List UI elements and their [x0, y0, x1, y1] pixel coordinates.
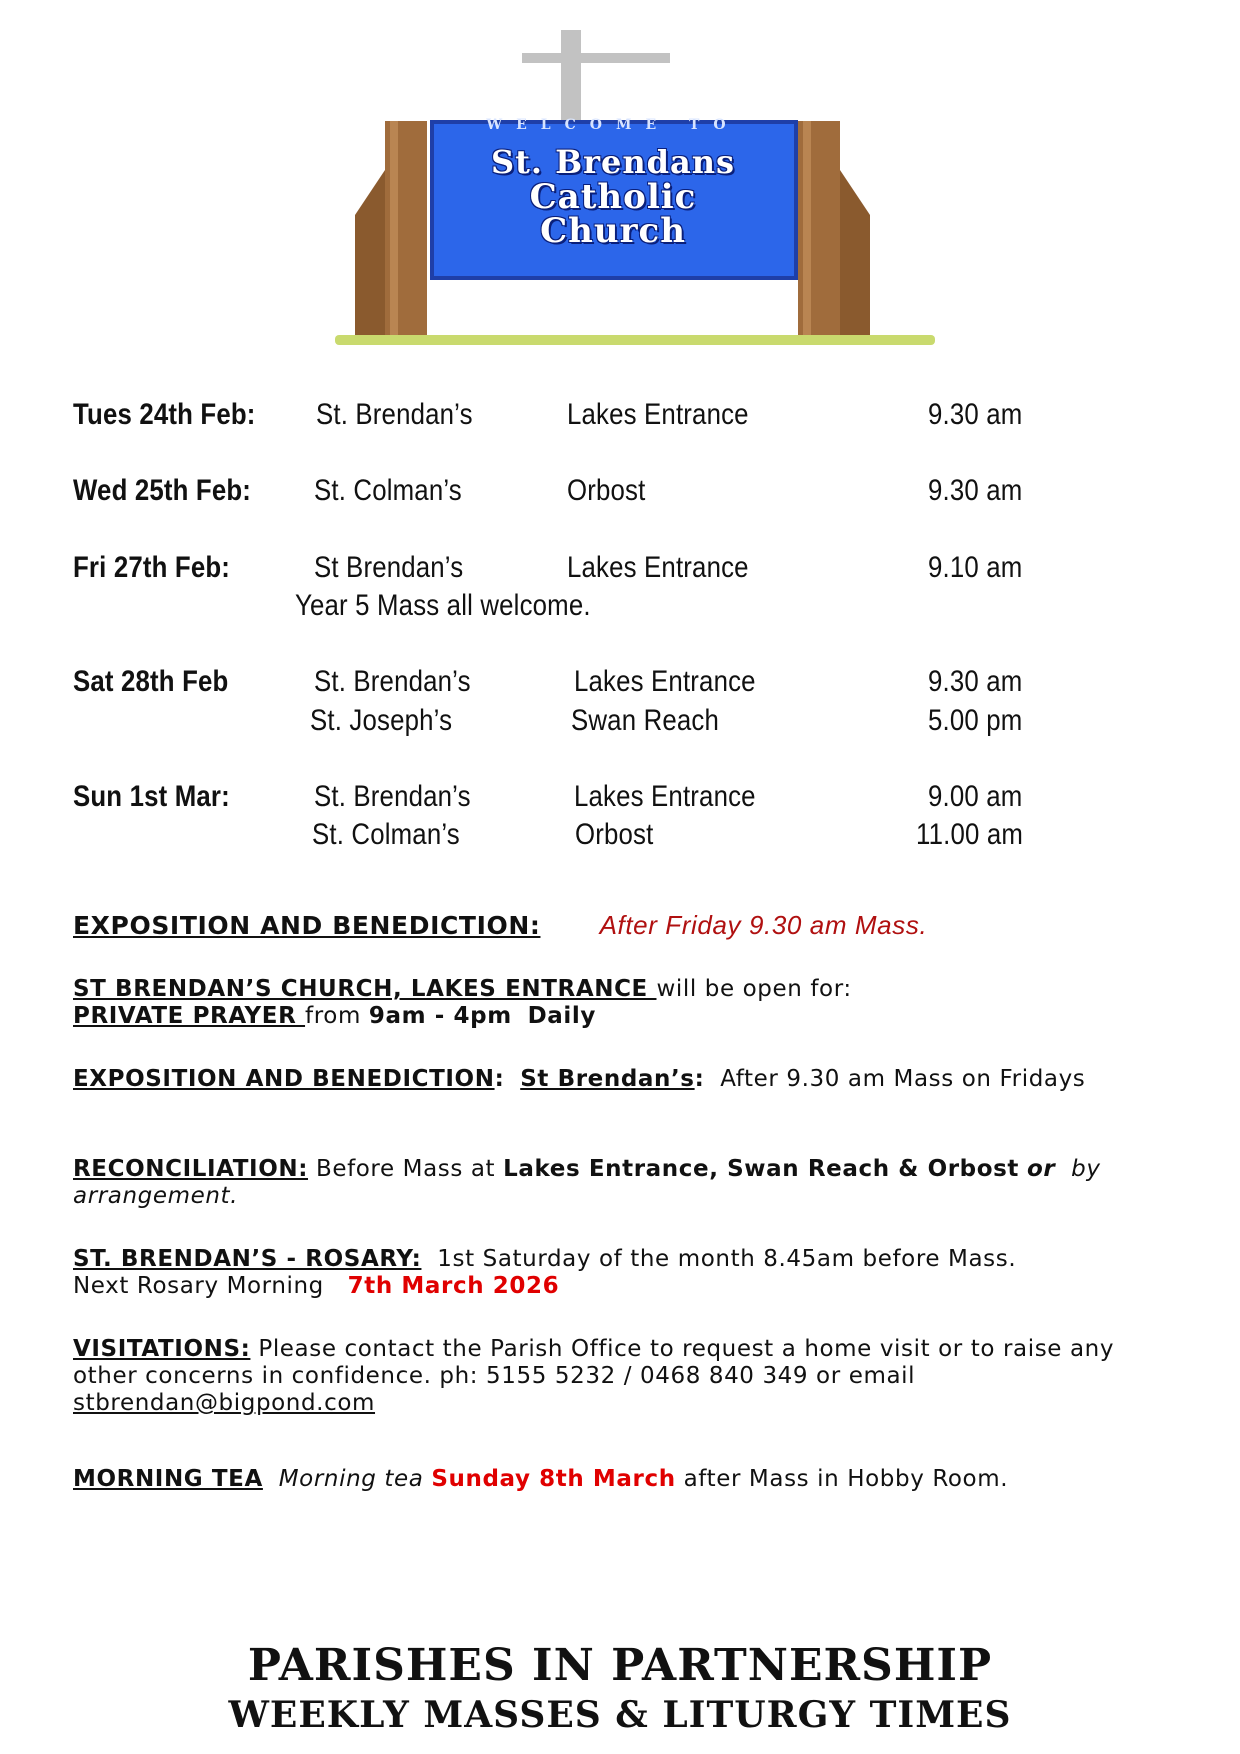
private-prayer-heading: PRIVATE PRAYER — [73, 1003, 306, 1029]
right-back-post — [840, 170, 870, 335]
day-label: Fri 27th Feb: — [73, 551, 231, 584]
cross-beam — [522, 53, 670, 63]
place-name: Lakes Entrance — [574, 665, 756, 698]
email-link[interactable]: stbrendan@bigpond.com — [73, 1390, 376, 1416]
place-name: Lakes Entrance — [567, 398, 749, 431]
rosary-heading: ST. BRENDAN’S - ROSARY: — [73, 1246, 422, 1272]
visitations-notice — [73, 1336, 1153, 1417]
private-prayer-from: from — [305, 1003, 369, 1029]
sign-line-1: St. Brendans — [490, 143, 736, 181]
morning-tea-notice — [73, 1466, 1153, 1493]
private-prayer-daily: Daily — [527, 1003, 596, 1029]
mass-time: 9.30 am — [928, 398, 1023, 431]
reconciliation-text: Before Mass at — [315, 1156, 504, 1182]
place-name: Lakes Entrance — [567, 551, 749, 584]
place-name: Orbost — [567, 474, 646, 507]
reconciliation-heading: RECONCILIATION: — [73, 1156, 309, 1182]
exposition-text: After Friday 9.30 am Mass. — [599, 910, 928, 940]
day-label: Wed 25th Feb: — [73, 474, 252, 507]
sign-line-3: Church — [540, 211, 686, 251]
church-name: St Brendan’s — [520, 1066, 695, 1092]
place-name: Orbost — [575, 818, 654, 851]
mass-time: 11.00 am — [916, 818, 1024, 851]
place-name: Lakes Entrance — [574, 780, 756, 813]
reconciliation-or: or — [1026, 1156, 1056, 1182]
church-name: St. Brendan’s — [314, 665, 471, 698]
grass-strip — [335, 335, 935, 345]
footer-subtitle: WEEKLY MASSES & LITURGY TIMES — [228, 1694, 1012, 1736]
day-label: Tues 24th Feb: — [73, 398, 256, 431]
exposition-notice — [73, 910, 1153, 941]
morning-tea-heading: MORNING TEA — [73, 1466, 263, 1492]
reconciliation-arrangement: by arrangement. — [73, 1156, 1101, 1209]
visitations-text: Please contact the Parish Office to request a home visit or to raise any other concerns in confidence. ph: 5155 5232 / 0468 840 349 or email — [73, 1336, 1115, 1389]
church-open-text: will be open for: — [656, 976, 852, 1002]
footer-title: PARISHES IN PARTNERSHIP — [247, 1640, 993, 1691]
schedule-note: Year 5 Mass all welcome. — [295, 589, 591, 622]
rosary-next-label: Next Rosary Morning — [73, 1273, 324, 1299]
mass-time: 9.10 am — [928, 551, 1023, 584]
mass-time: 5.00 pm — [928, 704, 1023, 737]
morning-tea-text: Morning tea — [278, 1466, 424, 1492]
private-prayer-hours: 9am - 4pm — [368, 1003, 512, 1029]
church-sign — [330, 25, 950, 360]
colon: : — [494, 1066, 505, 1092]
mass-time: 9.00 am — [928, 780, 1023, 813]
rosary-notice — [73, 1246, 1153, 1300]
day-label: Sat 28th Feb — [73, 665, 229, 698]
sign-welcome: WELCOME TO — [486, 117, 740, 133]
mass-time: 9.30 am — [928, 665, 1023, 698]
rosary-next-date: 7th March 2026 — [347, 1273, 560, 1299]
left-back-post — [355, 170, 385, 335]
church-name: St. Brendan’s — [316, 398, 473, 431]
cross-icon — [561, 30, 581, 125]
morning-tea-date: Sunday 8th March — [431, 1466, 676, 1492]
church-open-heading: ST BRENDAN’S CHURCH, LAKES ENTRANCE — [73, 976, 657, 1002]
church-name: St Brendan’s — [314, 551, 464, 584]
exposition-heading: EXPOSITION AND BENEDICTION: — [73, 911, 541, 940]
rosary-text: 1st Saturday of the month 8.45am before Mass. — [437, 1246, 1017, 1272]
mass-time: 9.30 am — [928, 474, 1023, 507]
exposition-heading: EXPOSITION AND BENEDICTION — [73, 1066, 495, 1092]
church-name: St. Colman’s — [314, 474, 462, 507]
church-name: St. Joseph’s — [310, 704, 453, 737]
exposition-text: After 9.30 am Mass on Fridays — [720, 1066, 1086, 1092]
reconciliation-places: Lakes Entrance, Swan Reach & Orbost — [503, 1156, 1020, 1182]
morning-tea-text-2: after Mass in Hobby Room. — [683, 1466, 1009, 1492]
church-name: St. Brendan’s — [314, 780, 471, 813]
church-name: St. Colman’s — [312, 818, 460, 851]
reconciliation-notice — [73, 1156, 1153, 1210]
place-name: Swan Reach — [571, 704, 720, 737]
visitations-heading: VISITATIONS: — [73, 1336, 251, 1362]
day-label: Sun 1st Mar: — [73, 780, 230, 813]
sign-line-2: Catholic — [529, 177, 697, 217]
exposition-stbrendans-notice: EXPOSITION AND BENEDICTION: St Brendan’s: After 9.30 am Mass on Fridays — [73, 1066, 1086, 1092]
church-open-notice — [73, 976, 1153, 1030]
